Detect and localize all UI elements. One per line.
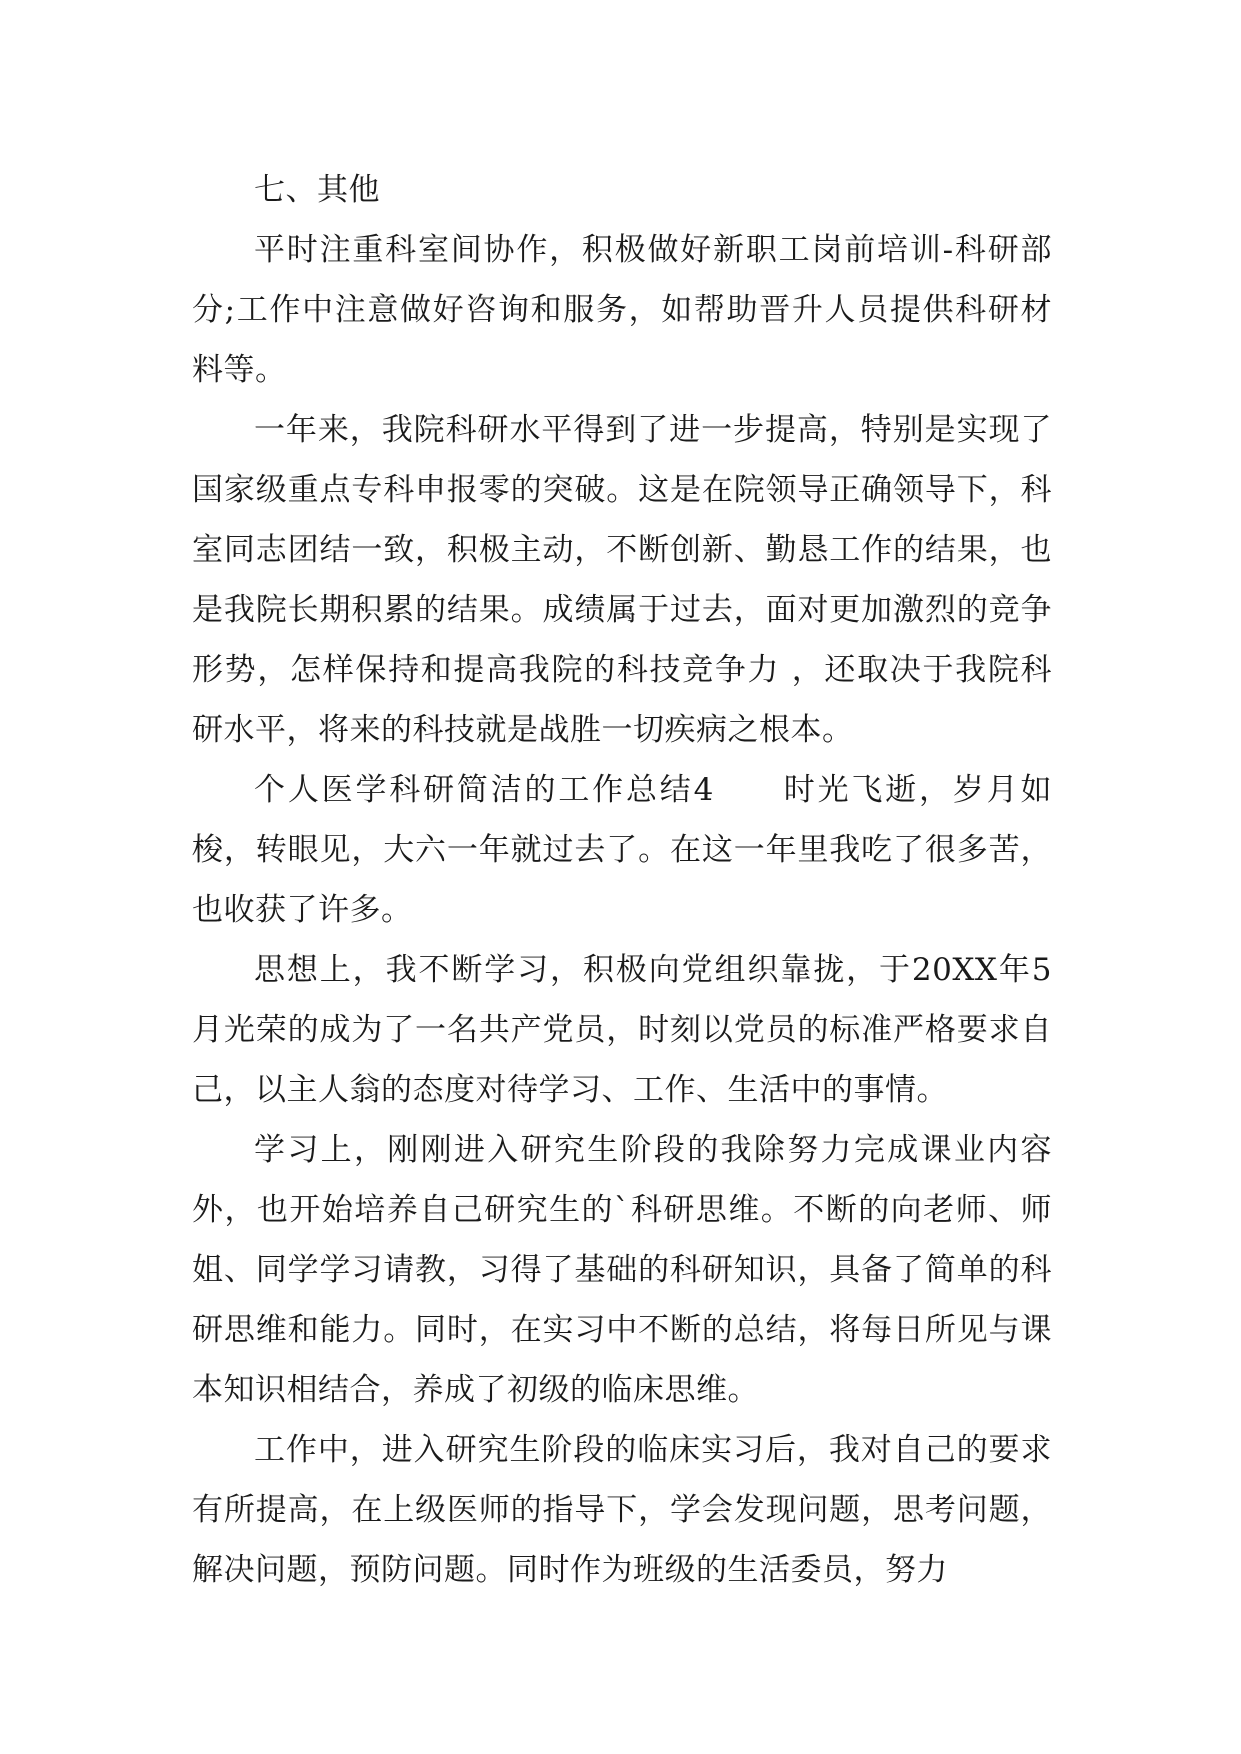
document-body xyxy=(192,160,1052,1600)
paragraph-ideology: 思想上，我不断学习，积极向党组织靠拢，于20XX年5月光荣的成为了一名共产党员，时刻以党员的标准严格要求自己，以主人翁的态度对待学习、工作、生活中的事情。 xyxy=(192,952,1052,1108)
paragraph-year-summary: 一年来，我院科研水平得到了进一步提高，特别是实现了国家级重点专科申报零的突破。这是在院领导正确领导下，科室同志团结一致，积极主动，不断创新、勤恳工作的结果，也是我院长期积累的结果。成绩属于过去，面对更加激烈的竞争形势，怎样保持和提高我院的科技竞争力 ，还取决于我院科研水平，将来的科技就是战胜一切疾病之根本。 xyxy=(192,412,1052,748)
paragraph-study: 学习上，刚刚进入研究生阶段的我除努力完成课业内容外，也开始培养自己研究生的`科研思维。不断的向老师、师姐、同学学习请教，习得了基础的科研知识，具备了简单的科研思维和能力。同时，在实习中不断的总结，将每日所见与课本知识相结合，养成了初级的临床思维。 xyxy=(192,1132,1052,1408)
section-heading-other: 七、其他 xyxy=(254,172,380,208)
paragraph-work: 工作中，进入研究生阶段的临床实习后，我对自己的要求有所提高，在上级医师的指导下，学会发现问题，思考问题，解决问题，预防问题。同时作为班级的生活委员，努力 xyxy=(192,1432,1052,1588)
paragraph-coordination: 平时注重科室间协作，积极做好新职工岗前培训-科研部分;工作中注意做好咨询和服务，如帮助晋升人员提供科研材料等。 xyxy=(192,232,1052,388)
paragraph-summary-4-intro: 个人医学科研简洁的工作总结4 时光飞逝，岁月如梭，转眼见，大六一年就过去了。在这一年里我吃了很多苦，也收获了许多。 xyxy=(192,772,1052,928)
